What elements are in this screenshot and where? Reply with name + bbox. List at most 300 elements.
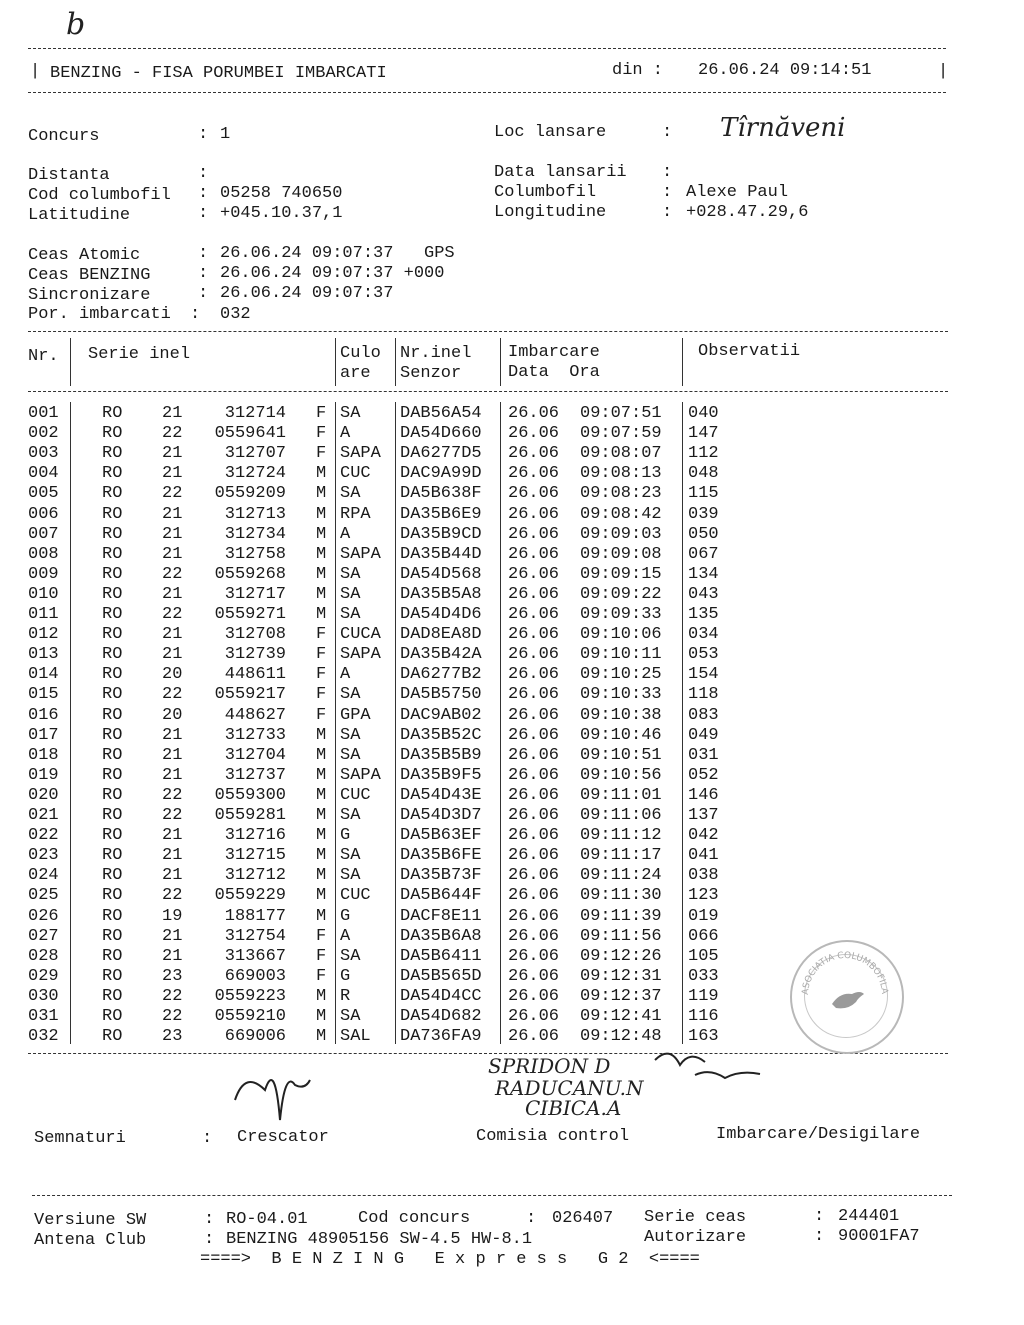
table-row	[0, 505, 1024, 525]
row-color: G	[340, 906, 351, 926]
columbofil-colon: :	[662, 183, 673, 202]
concurs-label: Concurs	[28, 127, 100, 146]
row-sensor: DA5B5750	[400, 685, 482, 705]
row-sex: F	[316, 424, 327, 444]
row-date: 26.06	[508, 605, 560, 624]
row-nr: 027	[28, 926, 59, 946]
row-ring: 312734	[224, 524, 286, 544]
row-color: CUCA	[340, 625, 381, 645]
row-observation: 134	[688, 564, 719, 584]
row-date: 26.06	[508, 665, 560, 685]
header-right-bar: |	[938, 62, 949, 81]
row-sex: M	[316, 765, 327, 785]
row-observation: 146	[688, 785, 719, 805]
row-year: 22	[162, 605, 183, 624]
signature-cibica: CIBICA.A	[525, 1096, 622, 1120]
row-year: 22	[162, 886, 183, 906]
row-sensor: DA54D3D7	[400, 806, 482, 825]
antena-colon: :	[204, 1230, 215, 1249]
row-sensor: DA35B6E9	[400, 504, 482, 524]
sep-imbarcare	[682, 338, 683, 386]
row-nr: 010	[28, 584, 59, 604]
row-observation: 135	[688, 605, 719, 624]
col-header-are: are	[340, 364, 371, 383]
ceas-benzing-value: 26.06.24 09:07:37 +000	[220, 264, 445, 283]
row-date: 26.06	[508, 504, 560, 524]
row-nr: 002	[28, 424, 59, 444]
row-year: 23	[162, 966, 183, 986]
row-color: GPA	[340, 705, 371, 725]
row-color: G	[340, 966, 351, 986]
row-color: SA	[340, 846, 361, 866]
row-time: 09:10:33	[580, 685, 662, 705]
row-time: 09:11:39	[580, 906, 662, 926]
row-sensor: DACF8E11	[400, 906, 482, 926]
row-time: 09:12:31	[580, 966, 662, 986]
crescator-label: Crescator	[237, 1128, 329, 1147]
row-time: 09:12:41	[580, 1007, 662, 1026]
header-din-label: din :	[612, 61, 664, 80]
loc-value: Tîrnăveni	[720, 113, 846, 143]
distanta-label: Distanta	[28, 166, 110, 185]
row-year: 20	[162, 665, 183, 685]
row-nr: 023	[28, 846, 59, 866]
row-sex: M	[316, 846, 327, 866]
row-color: SA	[340, 404, 361, 423]
row-country: RO	[102, 806, 123, 825]
row-color: SAPA	[340, 765, 381, 785]
row-observation: 049	[688, 725, 719, 745]
signature-raducanu: RADUCANU.N	[495, 1076, 644, 1100]
row-observation: 119	[688, 986, 719, 1006]
col-header-culo: Culo	[340, 344, 381, 363]
row-nr: 015	[28, 685, 59, 705]
row-sex: M	[316, 806, 327, 825]
row-nr: 031	[28, 1007, 59, 1026]
row-color: SA	[340, 725, 361, 745]
row-ring: 0559209	[214, 484, 286, 504]
row-sex: F	[316, 926, 327, 946]
row-color: A	[340, 665, 351, 685]
row-time: 09:09:22	[580, 584, 662, 604]
lat-label: Latitudine	[28, 206, 131, 225]
row-date: 26.06	[508, 986, 560, 1006]
row-sex: M	[316, 745, 327, 765]
row-date: 26.06	[508, 785, 560, 805]
row-year: 22	[162, 785, 183, 805]
table-row	[0, 806, 1024, 826]
row-color: SA	[340, 946, 361, 966]
row-color: SAL	[340, 1027, 371, 1047]
row-time: 09:08:13	[580, 464, 662, 484]
autorizare-colon: :	[814, 1227, 825, 1246]
row-sex: F	[316, 705, 327, 725]
row-nr: 021	[28, 806, 59, 825]
row-observation: 048	[688, 464, 719, 484]
table-row	[0, 484, 1024, 504]
row-observation: 034	[688, 625, 719, 645]
row-country: RO	[102, 444, 123, 464]
row-year: 21	[162, 745, 183, 765]
row-year: 21	[162, 826, 183, 846]
row-time: 09:12:48	[580, 1027, 662, 1047]
row-nr: 016	[28, 705, 59, 725]
row-country: RO	[102, 785, 123, 805]
row-nr: 029	[28, 966, 59, 986]
row-nr: 011	[28, 605, 59, 624]
row-country: RO	[102, 665, 123, 685]
imbarcati-label: Por. imbarcati	[28, 305, 171, 324]
row-sensor: DAC9A99D	[400, 464, 482, 484]
row-sensor: DAC9AB02	[400, 705, 482, 725]
row-observation: 040	[688, 404, 719, 423]
distanta-colon: :	[198, 164, 209, 183]
row-year: 21	[162, 444, 183, 464]
ceas-atomic-label: Ceas Atomic	[28, 246, 141, 265]
row-sensor: DA35B6A8	[400, 926, 482, 946]
row-year: 21	[162, 544, 183, 564]
row-color: SA	[340, 685, 361, 705]
row-nr: 032	[28, 1027, 59, 1047]
row-time: 09:10:25	[580, 665, 662, 685]
header-datetime: 26.06.24 09:14:51	[698, 61, 872, 80]
table-row	[0, 766, 1024, 786]
row-time: 09:11:12	[580, 826, 662, 846]
ceas-atomic-colon: :	[198, 244, 209, 263]
row-sex: F	[316, 404, 327, 423]
row-date: 26.06	[508, 1007, 560, 1026]
row-ring: 312737	[224, 765, 286, 785]
long-label: Longitudine	[494, 203, 607, 222]
row-date: 26.06	[508, 524, 560, 544]
table-row	[0, 545, 1024, 565]
row-color: A	[340, 926, 351, 946]
row-ring: 312708	[224, 625, 286, 645]
row-nr: 001	[28, 404, 59, 423]
row-color: G	[340, 826, 351, 846]
row-sex: F	[316, 444, 327, 464]
row-time: 09:08:23	[580, 484, 662, 504]
row-color: SA	[340, 605, 361, 624]
row-time: 09:10:11	[580, 645, 662, 665]
table-row	[0, 625, 1024, 645]
ceas-benzing-label: Ceas BENZING	[28, 266, 151, 285]
row-year: 21	[162, 404, 183, 423]
row-country: RO	[102, 725, 123, 745]
table-row	[0, 665, 1024, 685]
table-top-rule	[28, 331, 948, 332]
row-date: 26.06	[508, 745, 560, 765]
row-year: 23	[162, 1027, 183, 1047]
row-sensor: DA35B9CD	[400, 524, 482, 544]
row-observation: 019	[688, 906, 719, 926]
footer-rule	[32, 1195, 952, 1196]
row-year: 22	[162, 986, 183, 1006]
row-time: 09:10:51	[580, 745, 662, 765]
row-ring: 312704	[224, 745, 286, 765]
row-year: 22	[162, 484, 183, 504]
cod-colon: :	[198, 184, 209, 203]
row-ring: 312733	[224, 725, 286, 745]
row-ring: 448611	[224, 665, 286, 685]
row-nr: 018	[28, 745, 59, 765]
row-ring: 0559268	[214, 564, 286, 584]
row-sex: M	[316, 866, 327, 886]
row-year: 21	[162, 464, 183, 484]
row-ring: 0559641	[214, 424, 286, 444]
table-row	[0, 585, 1024, 605]
row-observation: 137	[688, 806, 719, 825]
row-sensor: DA35B52C	[400, 725, 482, 745]
row-nr: 026	[28, 906, 59, 926]
row-sex: M	[316, 826, 327, 846]
row-ring: 312724	[224, 464, 286, 484]
row-time: 09:12:26	[580, 946, 662, 966]
row-sex: F	[316, 966, 327, 986]
cod-concurs-value: 026407	[552, 1209, 614, 1228]
col-header-imbarcare: Imbarcare	[508, 343, 600, 362]
row-ring: 0559300	[214, 785, 286, 805]
table-row	[0, 404, 1024, 424]
serie-ceas-value: 244401	[838, 1207, 900, 1226]
table-row	[0, 786, 1024, 806]
row-year: 20	[162, 705, 183, 725]
header-left-bar: |	[30, 62, 41, 81]
row-sensor: DA35B42A	[400, 645, 482, 665]
row-country: RO	[102, 705, 123, 725]
row-color: SAPA	[340, 544, 381, 564]
row-country: RO	[102, 504, 123, 524]
loc-label: Loc lansare	[494, 123, 607, 142]
club-stamp	[790, 940, 904, 1054]
row-color: CUC	[340, 785, 371, 805]
table-row	[0, 565, 1024, 585]
row-time: 09:10:46	[580, 725, 662, 745]
row-date: 26.06	[508, 484, 560, 504]
row-country: RO	[102, 826, 123, 846]
row-sensor: DA6277D5	[400, 444, 482, 464]
header-bottom-rule	[28, 92, 946, 93]
header-top-rule	[28, 48, 946, 49]
sep-nr	[70, 338, 71, 386]
row-sex: M	[316, 464, 327, 484]
row-country: RO	[102, 404, 123, 423]
row-nr: 024	[28, 866, 59, 886]
row-time: 09:10:38	[580, 705, 662, 725]
concurs-colon: :	[198, 125, 209, 144]
row-nr: 019	[28, 765, 59, 785]
row-ring: 312714	[224, 404, 286, 423]
row-observation: 041	[688, 846, 719, 866]
crescator-signature-icon	[225, 1050, 315, 1130]
row-nr: 009	[28, 564, 59, 584]
row-nr: 030	[28, 986, 59, 1006]
sincronizare-label: Sincronizare	[28, 286, 151, 305]
table-row	[0, 685, 1024, 705]
row-nr: 025	[28, 886, 59, 906]
loc-colon: :	[662, 123, 673, 142]
row-observation: 052	[688, 765, 719, 785]
row-ring: 312758	[224, 544, 286, 564]
row-country: RO	[102, 564, 123, 584]
row-time: 09:07:59	[580, 424, 662, 444]
table-row	[0, 706, 1024, 726]
row-sex: M	[316, 524, 327, 544]
row-sex: F	[316, 665, 327, 685]
stamp-text: ASOCIATIA COLUMBOFILA	[800, 950, 890, 996]
row-sensor: DA35B6FE	[400, 846, 482, 866]
row-country: RO	[102, 544, 123, 564]
row-ring: 312717	[224, 584, 286, 604]
row-year: 21	[162, 645, 183, 665]
row-nr: 017	[28, 725, 59, 745]
row-ring: 448627	[224, 705, 286, 725]
row-color: CUC	[340, 886, 371, 906]
lat-value: +045.10.37,1	[220, 204, 343, 223]
comisia-signature-icon	[650, 1040, 770, 1090]
row-time: 09:09:15	[580, 564, 662, 584]
versiune-value: RO-04.01	[226, 1210, 308, 1229]
row-ring: 0559210	[214, 1007, 286, 1026]
autorizare-label: Autorizare	[644, 1228, 747, 1247]
row-sensor: DA54D568	[400, 564, 482, 584]
row-time: 09:08:07	[580, 444, 662, 464]
row-sensor: DA54D43E	[400, 785, 482, 805]
row-country: RO	[102, 1027, 123, 1047]
row-year: 21	[162, 846, 183, 866]
row-country: RO	[102, 464, 123, 484]
row-nr: 014	[28, 665, 59, 685]
row-date: 26.06	[508, 826, 560, 846]
ceas-benzing-colon: :	[198, 264, 209, 283]
sincronizare-colon: :	[198, 284, 209, 303]
row-year: 21	[162, 524, 183, 544]
table-row	[0, 886, 1024, 906]
row-time: 09:10:06	[580, 625, 662, 645]
table-row	[0, 464, 1024, 484]
row-time: 09:08:42	[580, 504, 662, 524]
row-sex: F	[316, 625, 327, 645]
row-ring: 312716	[224, 826, 286, 846]
row-sex: M	[316, 1027, 327, 1047]
row-country: RO	[102, 846, 123, 866]
long-colon: :	[662, 203, 673, 222]
signature-spridon: SPRIDON D	[488, 1054, 611, 1078]
row-country: RO	[102, 765, 123, 785]
row-sex: M	[316, 986, 327, 1006]
row-year: 21	[162, 504, 183, 524]
row-date: 26.06	[508, 625, 560, 645]
row-country: RO	[102, 625, 123, 645]
row-date: 26.06	[508, 685, 560, 705]
row-ring: 0559229	[214, 886, 286, 906]
row-nr: 020	[28, 785, 59, 805]
row-time: 09:09:33	[580, 605, 662, 624]
row-color: SA	[340, 584, 361, 604]
row-ring: 0559281	[214, 806, 286, 825]
row-color: SA	[340, 745, 361, 765]
cod-concurs-colon: :	[526, 1209, 537, 1228]
row-country: RO	[102, 866, 123, 886]
row-date: 26.06	[508, 424, 560, 444]
row-year: 22	[162, 564, 183, 584]
row-nr: 008	[28, 544, 59, 564]
row-sensor: DAD8EA8D	[400, 625, 482, 645]
row-observation: 050	[688, 524, 719, 544]
semnaturi-label: Semnaturi	[34, 1129, 126, 1148]
col-header-senzor: Senzor	[400, 364, 462, 383]
row-sex: M	[316, 504, 327, 524]
row-observation: 053	[688, 645, 719, 665]
row-date: 26.06	[508, 806, 560, 825]
col-header-observatii: Observatii	[698, 342, 801, 361]
sep-serie	[335, 338, 336, 386]
row-sex: M	[316, 564, 327, 584]
sincronizare-value: 26.06.24 09:07:37	[220, 284, 394, 303]
table-row	[0, 826, 1024, 846]
row-time: 09:11:01	[580, 785, 662, 805]
col-header-serie: Serie inel	[88, 345, 191, 364]
row-year: 21	[162, 946, 183, 966]
table-row	[0, 726, 1024, 746]
table-row	[0, 525, 1024, 545]
row-observation: 115	[688, 484, 719, 504]
row-observation: 033	[688, 966, 719, 986]
row-sex: M	[316, 886, 327, 906]
row-time: 09:11:06	[580, 806, 662, 825]
row-sensor: DA6277B2	[400, 665, 482, 685]
row-sensor: DA54D682	[400, 1007, 482, 1026]
row-nr: 022	[28, 826, 59, 846]
row-ring: 669006	[224, 1027, 286, 1047]
row-nr: 003	[28, 444, 59, 464]
row-observation: 116	[688, 1007, 719, 1026]
row-ring: 312715	[224, 846, 286, 866]
row-observation: 105	[688, 946, 719, 966]
row-country: RO	[102, 986, 123, 1006]
row-observation: 038	[688, 866, 719, 886]
imbarcati-colon: :	[190, 305, 201, 324]
row-date: 26.06	[508, 866, 560, 886]
row-sex: M	[316, 544, 327, 564]
row-sex: M	[316, 584, 327, 604]
row-time: 09:11:56	[580, 926, 662, 946]
row-year: 22	[162, 685, 183, 705]
pigeon-icon	[828, 984, 868, 1014]
row-ring: 312712	[224, 866, 286, 886]
serie-ceas-label: Serie ceas	[644, 1208, 747, 1227]
long-value: +028.47.29,6	[686, 203, 809, 222]
row-nr: 005	[28, 484, 59, 504]
row-sensor: DA35B73F	[400, 866, 482, 886]
row-date: 26.06	[508, 966, 560, 986]
row-country: RO	[102, 584, 123, 604]
benzing-banner: ====> B E N Z I N G E x p r e s s G 2 <====	[200, 1250, 700, 1269]
data-lansarii-colon: :	[662, 163, 673, 182]
table-row	[0, 846, 1024, 866]
table-row	[0, 907, 1024, 927]
row-nr: 013	[28, 645, 59, 665]
table-row	[0, 645, 1024, 665]
row-date: 26.06	[508, 725, 560, 745]
row-observation: 067	[688, 544, 719, 564]
row-color: CUC	[340, 464, 371, 484]
row-nr: 012	[28, 625, 59, 645]
row-observation: 043	[688, 584, 719, 604]
row-country: RO	[102, 1007, 123, 1026]
row-sensor: DA736FA9	[400, 1027, 482, 1047]
row-nr: 004	[28, 464, 59, 484]
